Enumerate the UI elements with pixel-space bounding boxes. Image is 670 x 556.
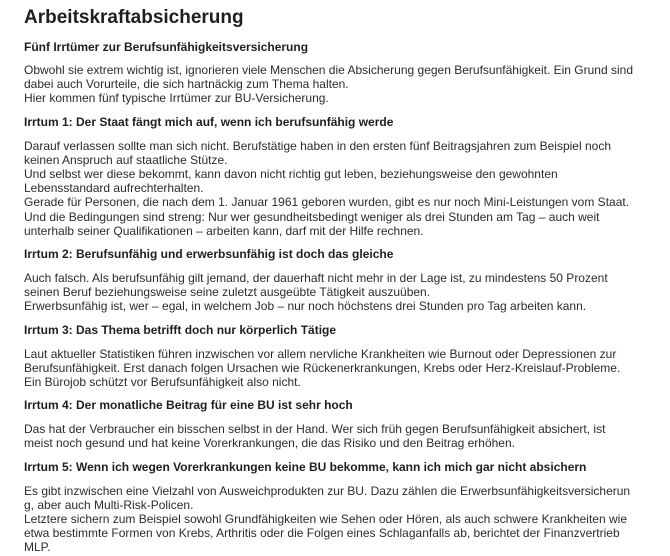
body-line: Laut aktueller Statistiken führen inzwischen vor allem nervliche Krankheiten wie Burnout oder Depressionen zur (24, 346, 617, 361)
section-heading-irrtum-2: Irrtum 2: Berufsunfähig und erwerbsunfähig ist doch das gleiche (24, 247, 394, 262)
body-line: keinen Anspruch auf staatliche Stütze. (24, 152, 228, 167)
body-line: Das hat der Verbraucher ein bisschen selbst in der Hand. Wer sich früh gegen Berufsunfähigkeit absichert, ist (24, 422, 606, 437)
intro-line: Hier kommen fünf typische Irrtümer zur BU-Versicherung. (24, 91, 329, 106)
article-subtitle: Fünf Irrtümer zur Berufsunfähigkeitsversicherung (24, 40, 309, 54)
intro-line: Obwohl sie extrem wichtig ist, ignorieren viele Menschen die Absicherung gegen Berufsunfähigkeit. Ein Grund sind (24, 63, 633, 77)
intro-line: dabei auch Vorurteile, die sich hartnäckig zum Thema halten. (24, 77, 349, 92)
body-line: meist noch gesund und hat keine Vorerkrankungen, die das Risiko und den Beitrag erhöhen. (24, 436, 515, 451)
body-line: Und selbst wer diese bekommt, kann davon nicht richtig gut leben, beziehungsweise den gewohnten (24, 167, 558, 182)
section-body-irrtum-4 (24, 422, 662, 450)
section-heading-irrtum-5: Irrtum 5: Wenn ich wegen Vorerkrankungen keine BU bekomme, kann ich mich gar nicht absichern (24, 459, 587, 474)
body-line: Erwerbsunfähig ist, wer – egal, in welchem Job – nur noch höchstens drei Stunden pro Tag arbeiten kann. (24, 299, 587, 314)
body-line: etwa bestimmte Formen von Krebs, Arthritis oder die Folgen eines Schlaganfalls ab, berichtet der Finanzvertrieb (24, 526, 620, 541)
body-line: Und die Bedingungen sind streng: Nur wer gesundheitsbedingt weniger als drei Stunden am Tag – auch weit (24, 209, 600, 224)
body-line: Gerade für Personen, die nach dem 1. Januar 1961 geboren wurden, gibt es nur noch Mini-Leistungen vom Staat. (24, 195, 630, 210)
body-line: Darauf verlassen sollte man sich nicht. Berufstätige haben in den ersten fünf Beitragsjahren zum Beispiel noch (24, 138, 611, 153)
section-heading-irrtum-1: Irrtum 1: Der Staat fängt mich auf, wenn ich berufsunfähig werde (24, 114, 394, 129)
section-heading-irrtum-4: Irrtum 4: Der monatliche Beitrag für eine BU ist sehr hoch (24, 398, 353, 413)
body-line: MLP. (24, 540, 51, 555)
section-heading-irrtum-3: Irrtum 3: Das Thema betrifft doch nur körperlich Tätige (24, 322, 337, 337)
body-line: Ein Bürojob schützt vor Berufsunfähigkeit also nicht. (24, 375, 301, 390)
section-body-irrtum-1 (24, 139, 662, 238)
body-line: Es gibt inzwischen eine Vielzahl von Ausweichprodukten zur BU. Dazu zählen die Erwerbsunfähigkeitsversicherun (24, 483, 631, 498)
body-line: unterhalb seiner Qualifikationen – arbeiten kann, darf mit der Hilfe rechnen. (24, 223, 424, 238)
body-line: Auch falsch. Als berufsunfähig gilt jemand, der dauerhaft nicht mehr in der Lage ist, zu mindestens 50 Prozent (24, 271, 608, 286)
body-line: Letztere sichern zum Beispiel sowohl Grundfähigkeiten wie Sehen oder Hören, als auch schwere Krankheiten wie (24, 512, 627, 527)
body-line: g, aber auch Multi-Risk-Policen. (24, 497, 194, 512)
page-title: Arbeitskraftabsicherung (24, 7, 244, 28)
body-line: Berufsunfähigkeit. Erst danach folgen Ursachen wie Rückenerkrankungen, Krebs oder Herz-Kreislauf-Probleme. (24, 360, 621, 375)
section-body-irrtum-2 (24, 271, 662, 314)
body-line: seinen Beruf beziehungsweise seine zuletzt ausgeübte Tätigkeit auszuüben. (24, 285, 431, 300)
section-body-irrtum-5 (24, 484, 662, 555)
intro-paragraph (24, 63, 662, 106)
body-line: Lebensstandard aufrechterhalten. (24, 181, 204, 196)
section-body-irrtum-3 (24, 347, 662, 390)
